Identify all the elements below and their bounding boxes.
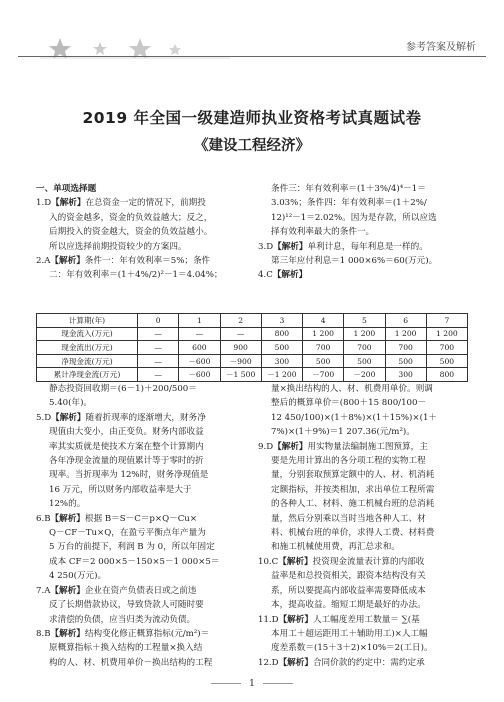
answer-text: 根据 B＝S－C＝p×Q－Cu×	[84, 513, 198, 524]
header-section-label: 参考答案及解析	[406, 42, 476, 53]
header-rule	[18, 56, 486, 57]
table-cell: —	[179, 327, 220, 341]
text-line: 量×换出结构的人、材、机费用单价。则调	[271, 384, 433, 394]
text-line: 3.03%；条件四：年有效利率＝(1＋2%/	[271, 198, 427, 209]
answer-number: 6.B	[36, 513, 51, 524]
answer-text: 合同价款的约定中：需约定承	[312, 657, 425, 668]
analysis-tag: 【解析】	[278, 657, 313, 668]
table-cell: 300	[385, 368, 426, 382]
row-label-cell: 累计净现金流(万元)	[37, 368, 138, 382]
answer-item	[258, 240, 470, 254]
text-line: 5 万台的前提下，利润 B 为 0，所以年固定	[49, 542, 215, 553]
table-cell: －200	[344, 368, 385, 382]
table-cell: 900	[220, 341, 261, 355]
table-cell: －900	[220, 354, 261, 368]
answer-item	[36, 584, 248, 598]
text-line: 4 250(万元)。	[49, 571, 107, 582]
row-label-cell: 净现金流(万元)	[37, 354, 138, 368]
table-row	[37, 341, 468, 355]
text-line: 的各种人工、材料、施工机械台班的总消耗	[271, 499, 435, 510]
answer-text: 人工幅度差用工数量＝ ∑(基	[312, 614, 420, 625]
table-cell: －1 500	[220, 368, 261, 382]
text-line: Q－CF－Tu×Q，在盈亏平衡点年产量为	[49, 528, 206, 539]
answer-number: 11.D	[258, 614, 279, 625]
page-number: 1	[0, 679, 504, 689]
left-column-bottom	[36, 382, 248, 670]
answer-number: 1.D	[36, 198, 52, 209]
answer-item	[258, 656, 470, 670]
answer-text: 条件一：年有效利率＝5%；条件	[84, 256, 211, 267]
cash-flow-table	[36, 313, 468, 382]
text-line: 系，所以要提高内部收益率需要降低成本	[271, 585, 426, 596]
table-cell: —	[138, 327, 179, 341]
answer-item	[258, 555, 470, 569]
table-cell: 500	[385, 354, 426, 368]
text-line: 本，提高收益。缩短工期是最好的办法。	[271, 600, 426, 611]
text-line: 原概算指标＋换入结构的工程量×换入结	[49, 643, 203, 654]
answer-item	[258, 440, 470, 454]
analysis-tag: 【解析】	[272, 270, 308, 281]
analysis-tag: 【解析】	[50, 585, 85, 596]
table-cell: －600	[179, 368, 220, 382]
table-cell: 1 200	[303, 327, 344, 341]
answer-number: 5.D	[36, 412, 52, 423]
table-cell: 1 200	[426, 327, 467, 341]
table-cell: 2	[220, 314, 261, 328]
answer-number: 3.D	[258, 241, 274, 252]
table-header-row	[37, 314, 468, 328]
text-line: 构的人、材、机费用单价－换出结构的工程	[49, 657, 213, 668]
analysis-tag: 【解析】	[273, 441, 308, 452]
table-cell: －700	[303, 368, 344, 382]
row-label-cell: 计算期(年)	[37, 314, 138, 328]
analysis-tag: 【解析】	[50, 513, 85, 524]
text-line: 本用工＋超运距用工＋辅助用工)×人工幅	[271, 628, 428, 639]
table-row	[37, 368, 468, 382]
table-cell: 500	[261, 341, 302, 355]
answer-item	[258, 268, 470, 282]
table-cell: 700	[385, 341, 426, 355]
text-line: 静态投资回收期＝(6－1)＋200/500＝	[49, 384, 197, 394]
analysis-tag: 【解析】	[51, 412, 86, 423]
table-cell: －600	[179, 354, 220, 368]
answer-item	[36, 196, 248, 210]
answer-item	[36, 627, 248, 641]
analysis-tag: 【解析】	[278, 614, 313, 625]
text-line: 反了长期借款协议，导致贷款人可随时要	[49, 600, 204, 611]
text-line: 料、机械台班的单价，求得人工费、材料费	[271, 528, 435, 539]
table-cell: 7	[426, 314, 467, 328]
table-cell: 700	[303, 341, 344, 355]
text-line: 7%)×(1＋9%)＝1 207.36(元/m²)。	[271, 427, 415, 438]
answer-number: 4.C	[258, 270, 273, 281]
table-cell: —	[138, 354, 179, 368]
answer-item	[258, 613, 470, 627]
text-line: 求清偿的负债，应当归类为流动负债。	[49, 614, 196, 625]
answer-text: 随着折现率的逐渐增大，财务净	[85, 412, 206, 423]
page-subtitle: 《建设工程经济》	[194, 138, 310, 154]
analysis-tag: 【解析】	[278, 556, 313, 567]
text-line: 率其实质就是使技术方案在整个计算期内	[49, 441, 204, 452]
text-line: 12 450/100)×(1＋8%)×(1＋15%)×(1＋	[271, 412, 438, 423]
right-column-top	[258, 182, 470, 283]
table-row	[37, 354, 468, 368]
table-cell: 500	[426, 354, 467, 368]
table-cell: 5	[344, 314, 385, 328]
text-line: 现率。当折现率为 12%时，财务净现值是	[49, 470, 209, 481]
text-line: 条件三：年有效利率＝(1＋3%/4)⁴－1＝	[271, 184, 426, 194]
analysis-tag: 【解析】	[273, 241, 308, 252]
text-line: 所以应选择前期投资较少的方案四。	[49, 241, 187, 252]
table-cell: 500	[344, 354, 385, 368]
answer-number: 7.A	[36, 585, 51, 596]
table-cell: 700	[426, 341, 467, 355]
table-cell: 4	[303, 314, 344, 328]
answer-number: 2.A	[36, 256, 51, 267]
table-cell: 0	[138, 314, 179, 328]
answer-item	[36, 254, 248, 268]
table-cell: 1 200	[385, 327, 426, 341]
answer-item	[36, 512, 248, 526]
text-line: 择有效利率最大的条件一。	[271, 227, 375, 238]
page-title: 2019 年全国一级建造师执业资格考试真题试卷	[82, 109, 422, 127]
table-cell: 1	[179, 314, 220, 328]
text-line: 12%的。	[49, 499, 86, 510]
section-heading: 一、单项选择题	[36, 184, 97, 194]
text-line: 后期投入的资金越大，资金的负效益越小。	[49, 227, 213, 238]
text-line: 要是先用计算出的各分项工程的实物工程	[271, 456, 426, 467]
text-line: 现值由大变小，由正变负。财务内部收益	[49, 427, 204, 438]
table-cell: 600	[179, 341, 220, 355]
text-line: 16 万元，所以财务内部收益率是大于	[49, 484, 192, 495]
text-line: 5.40(年)。	[49, 398, 93, 409]
answer-number: 9.D	[258, 441, 274, 452]
table-cell: —	[138, 368, 179, 382]
analysis-tag: 【解析】	[51, 198, 86, 209]
text-line: 12)¹²－1＝2.02%。因为是存款，所以应选	[271, 212, 437, 223]
table-row	[37, 327, 468, 341]
table-cell: —	[220, 327, 261, 341]
table-cell: －1 200	[261, 368, 302, 382]
analysis-tag: 【解析】	[50, 628, 85, 639]
answer-text: 单利计息，每年利息是一样的。	[307, 241, 428, 252]
text-line: 二：年有效利率＝(1＋4%/2)²－1＝4.04%；	[49, 270, 223, 281]
table-cell: 800	[426, 368, 467, 382]
table-cell: 6	[385, 314, 426, 328]
text-line: 和施工机械使用费，再汇总求和。	[271, 542, 400, 553]
text-line: 各年净现金流量的现值累计等于零时的折	[49, 456, 204, 467]
table-cell: 3	[261, 314, 302, 328]
right-column-bottom	[258, 382, 470, 670]
text-line: 益率是和总投资相关，跟资本结构没有关	[271, 571, 426, 582]
text-line: 整后的概算单价＝(800＋15 800/100－	[271, 398, 427, 409]
table-cell: 700	[344, 341, 385, 355]
text-line: 入的资金越多，资金的负效益越大；反之，	[49, 212, 213, 223]
row-label-cell: 现金流入(万元)	[37, 327, 138, 341]
table-cell: 300	[261, 354, 302, 368]
table-cell: —	[138, 341, 179, 355]
table-cell: 800	[261, 327, 302, 341]
text-line: 成本 CF＝2 000×5－150×5－1 000×5＝	[49, 556, 220, 567]
answer-number: 10.C	[258, 556, 279, 567]
text-line: 量，分别套取预算定额中的人、材、机消耗	[271, 470, 435, 481]
answer-text: 结构变化修正概算指标(元/m²)＝	[84, 628, 210, 639]
analysis-tag: 【解析】	[50, 256, 85, 267]
text-line: 量，然后分别乘以当时当地各种人工、材	[271, 513, 426, 524]
page-header	[0, 0, 504, 70]
row-label-cell: 现金流出(万元)	[37, 341, 138, 355]
text-line: 第三年应付利息＝1 000×6%＝60(万元)。	[271, 256, 438, 267]
answer-text: 企业在资产负债表日或之前违	[84, 585, 197, 596]
answer-text: 投资现金流量表计算的内部收	[312, 556, 425, 567]
table-cell: 500	[303, 354, 344, 368]
answer-text: 用实物量法编制施工图预算，主	[307, 441, 428, 452]
left-column-top	[36, 182, 248, 283]
answer-text: 在总资金一定的情况下，前期投	[85, 198, 206, 209]
text-line: 定额指标，并按类相加，求出单位工程所需	[271, 484, 435, 495]
answer-item	[36, 411, 248, 425]
answer-number: 8.B	[36, 628, 51, 639]
text-line: 度差系数＝(15＋3＋2)×10%＝2(工日)。	[271, 643, 433, 654]
answer-number: 12.D	[258, 657, 279, 668]
table-cell: 1 200	[344, 327, 385, 341]
